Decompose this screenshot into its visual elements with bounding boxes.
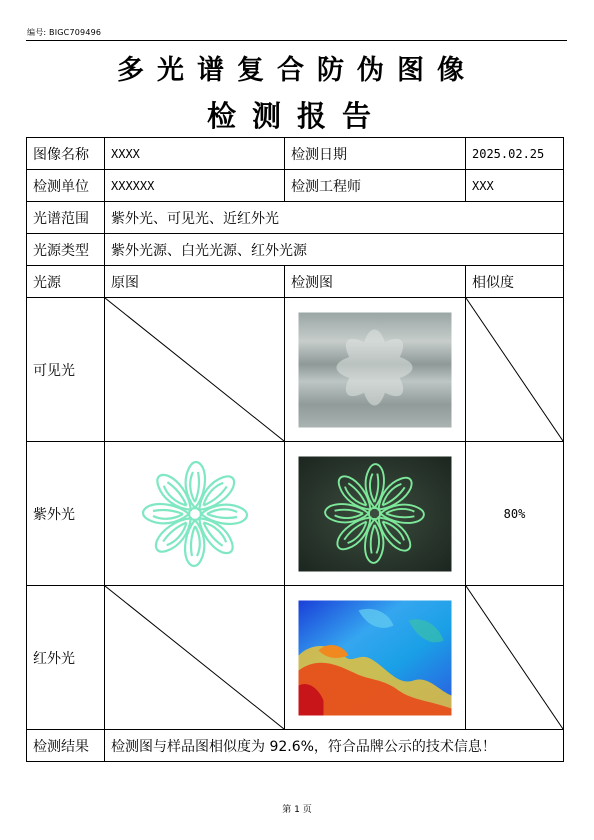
result-text: 检测图与样品图相似度为 92.6%，符合品牌公示的技术信息！ (105, 730, 564, 762)
original-image-cell-empty (105, 298, 285, 442)
info-row-unit-engineer (27, 170, 564, 202)
date-label: 检测日期 (285, 138, 466, 170)
info-row-source-type (27, 234, 564, 266)
report-table (26, 137, 564, 762)
source-type-value: 紫外光源、白光光源、红外光源 (105, 234, 564, 266)
column-header-row (27, 266, 564, 298)
uv-flower-pattern (137, 456, 253, 572)
header-rule (26, 40, 567, 41)
info-row-name-date (27, 138, 564, 170)
result-label: 检测结果 (27, 730, 105, 762)
empty-cell-diagonal (466, 586, 563, 729)
similarity-value: 80% (503, 506, 526, 521)
table-row (27, 586, 564, 730)
detected-image-cell (285, 442, 466, 586)
uv-light-photo (299, 456, 452, 571)
engineer-label: 检测工程师 (285, 170, 466, 202)
similarity-cell-empty (466, 298, 564, 442)
row-source-label: 可见光 (27, 298, 105, 442)
source-type-label: 光源类型 (27, 234, 105, 266)
unit-value: XXXXXX (105, 170, 285, 202)
report-subtitle: 检测报告 (206, 99, 387, 133)
date-value: 2025.02.25 (466, 138, 564, 170)
engineer-value: XXX (466, 170, 564, 202)
spectrum-label: 光谱范围 (27, 202, 105, 234)
original-image-cell-empty (105, 586, 285, 730)
col-header-original: 原图 (105, 266, 285, 298)
similarity-cell (466, 442, 564, 586)
report-title: 多光谱复合防伪图像 (117, 55, 477, 86)
detected-image-cell (285, 586, 466, 730)
table-row (27, 442, 564, 586)
empty-cell-diagonal (105, 586, 284, 729)
unit-label: 检测单位 (27, 170, 105, 202)
original-image-cell (105, 442, 285, 586)
page-number: 第 1 页 (282, 805, 312, 815)
result-row (27, 730, 564, 762)
document-code: 编号: BIGC709496 (27, 28, 102, 37)
info-row-spectrum (27, 202, 564, 234)
col-header-similarity: 相似度 (466, 266, 564, 298)
row-source-label: 紫外光 (27, 442, 105, 586)
similarity-cell-empty (466, 586, 564, 730)
visible-light-photo (299, 312, 452, 427)
empty-cell-diagonal (466, 298, 563, 441)
image-name-value: XXXX (105, 138, 285, 170)
image-name-label: 图像名称 (27, 138, 105, 170)
table-row (27, 298, 564, 442)
empty-cell-diagonal (105, 298, 284, 441)
detected-image-cell (285, 298, 466, 442)
col-header-detected: 检测图 (285, 266, 466, 298)
infrared-thermal-photo (299, 600, 452, 715)
spectrum-value: 紫外光、可见光、近红外光 (105, 202, 564, 234)
col-header-source: 光源 (27, 266, 105, 298)
row-source-label: 红外光 (27, 586, 105, 730)
